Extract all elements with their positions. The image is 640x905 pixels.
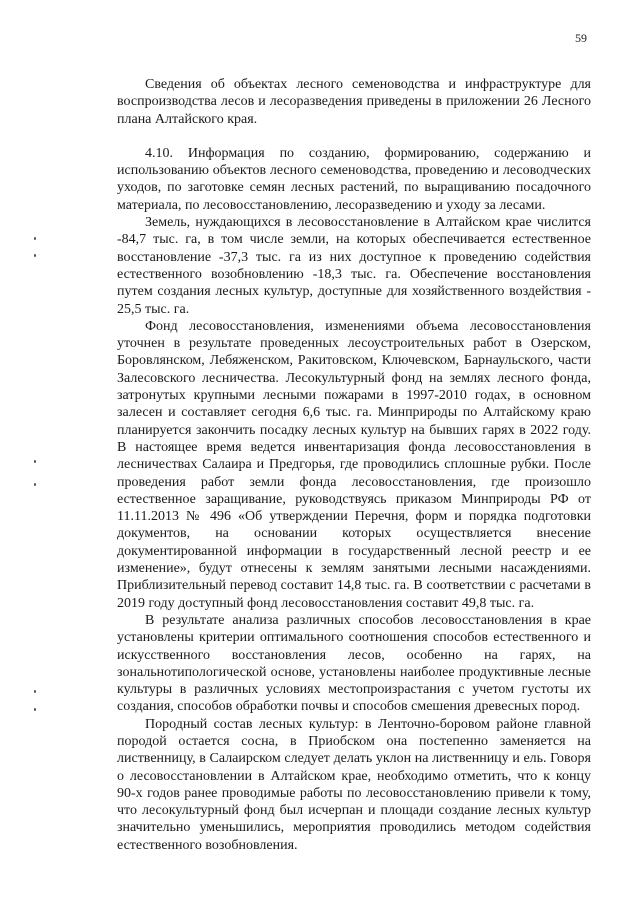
document-body xyxy=(117,76,591,854)
margin-mark xyxy=(34,254,36,257)
paragraph-section-4-10: 4.10. Информация по созданию, формированию, содержанию и использованию объектов лесного семеноводства, проведению и лесоводческих уходов, по заготовке семян лесных растений, по выращиванию посадочного материала, по лесовосстановлению, лесоразведению и уходу за лесами. xyxy=(117,145,591,213)
margin-mark xyxy=(34,237,36,240)
margin-mark xyxy=(34,708,36,711)
paragraph-species-composition: Породный состав лесных культур: в Ленточно-боровом районе главной породой остается сосна, в Приобском она постепенно заменяется на лиственницу, в Салаирском следует делать уклон на лиственницу и ель. Говоря о лесовосстановлении в Алтайском крае, необходимо отметить, что к концу 90-х годов ранее проводимые работы по лесовосстановлению привели к тому, что лесокультурный фонд был исчерпан и площади создание лесных культур значительно уменьшились, мероприятия проводились методом содействия естественного возобновления. xyxy=(117,716,591,853)
paragraph-reforestation-lands: Земель, нуждающихся в лесовосстановление в Алтайском крае числится -84,7 тыс. га, в том числе земли, на которых обеспечивается естественное восстановление -37,3 тыс. га из них доступное к проведению содействия естественного возобновлению -18,3 тыс. га. Обеспечение восстановления путем создания лесных культур, доступные для хозяйственного воздействия - 25,5 тыс. га. xyxy=(117,215,591,317)
margin-mark xyxy=(34,483,36,486)
paragraph-reforestation-fund: Фонд лесовосстановления, изменениями объема лесовосстановления уточнен в результате проведенных лесоустроительных работ в Озерском, Боровлянском, Лебяженском, Ракитовском, Ключевском, Барнаульского, части Залесовского лесничества. Лесокультурный фонд на землях лесного фонда, затронутых крупными лесными пожарами в 1997-2010 годах, в основном залесен и составляет сегодня 6,6 тыс. га. Минприроды по Алтайскому краю планируется закончить посадку лесных культур на бывших гарях в 2022 году. В настоящее время ведется инвентаризация фонда лесовосстановления в лесничествах Салаира и Предгорья, где проводились сплошные рубки. После проведения работ земли фонда лесовосстановления, где произошло естественное заращивание, руководствуясь приказом Минприроды РФ от 11.11.2013 № 496 «Об утверждении Перечня, форм и порядка подготовки документов, на основании которых осуществляется внесение документированной информации в государственный лесной реестр и ее изменение», будут отнесены к землям занятыми лесными насаждениями. Приблизительный перевод составит 14,8 тыс. га. В соответствии с расчетами в 2019 году доступный фонд лесовосстановления составит 49,8 тыс. га. xyxy=(117,318,591,611)
margin-mark xyxy=(34,460,36,463)
paragraph-seed-objects: Сведения об объектах лесного семеноводства и инфраструктуре для воспроизводства лесов и лесоразведения приведены в приложении 26 Лесного плана Алтайского края. xyxy=(117,77,591,127)
page-number: 59 xyxy=(575,31,587,45)
paragraph-analysis-results: В результате анализа различных способов лесовосстановления в крае установлены критерии оптимального соотношения способов естественного и искусственного восстановления лесов, особенно на гарях, на зональнотипологической основе, установлены наиболее продуктивные лесные культуры в различных условиях местопроизрастания с учетом густоты их создания, способов обработки почвы и способов смешения древесных пород. xyxy=(117,612,591,715)
margin-mark xyxy=(34,690,36,693)
